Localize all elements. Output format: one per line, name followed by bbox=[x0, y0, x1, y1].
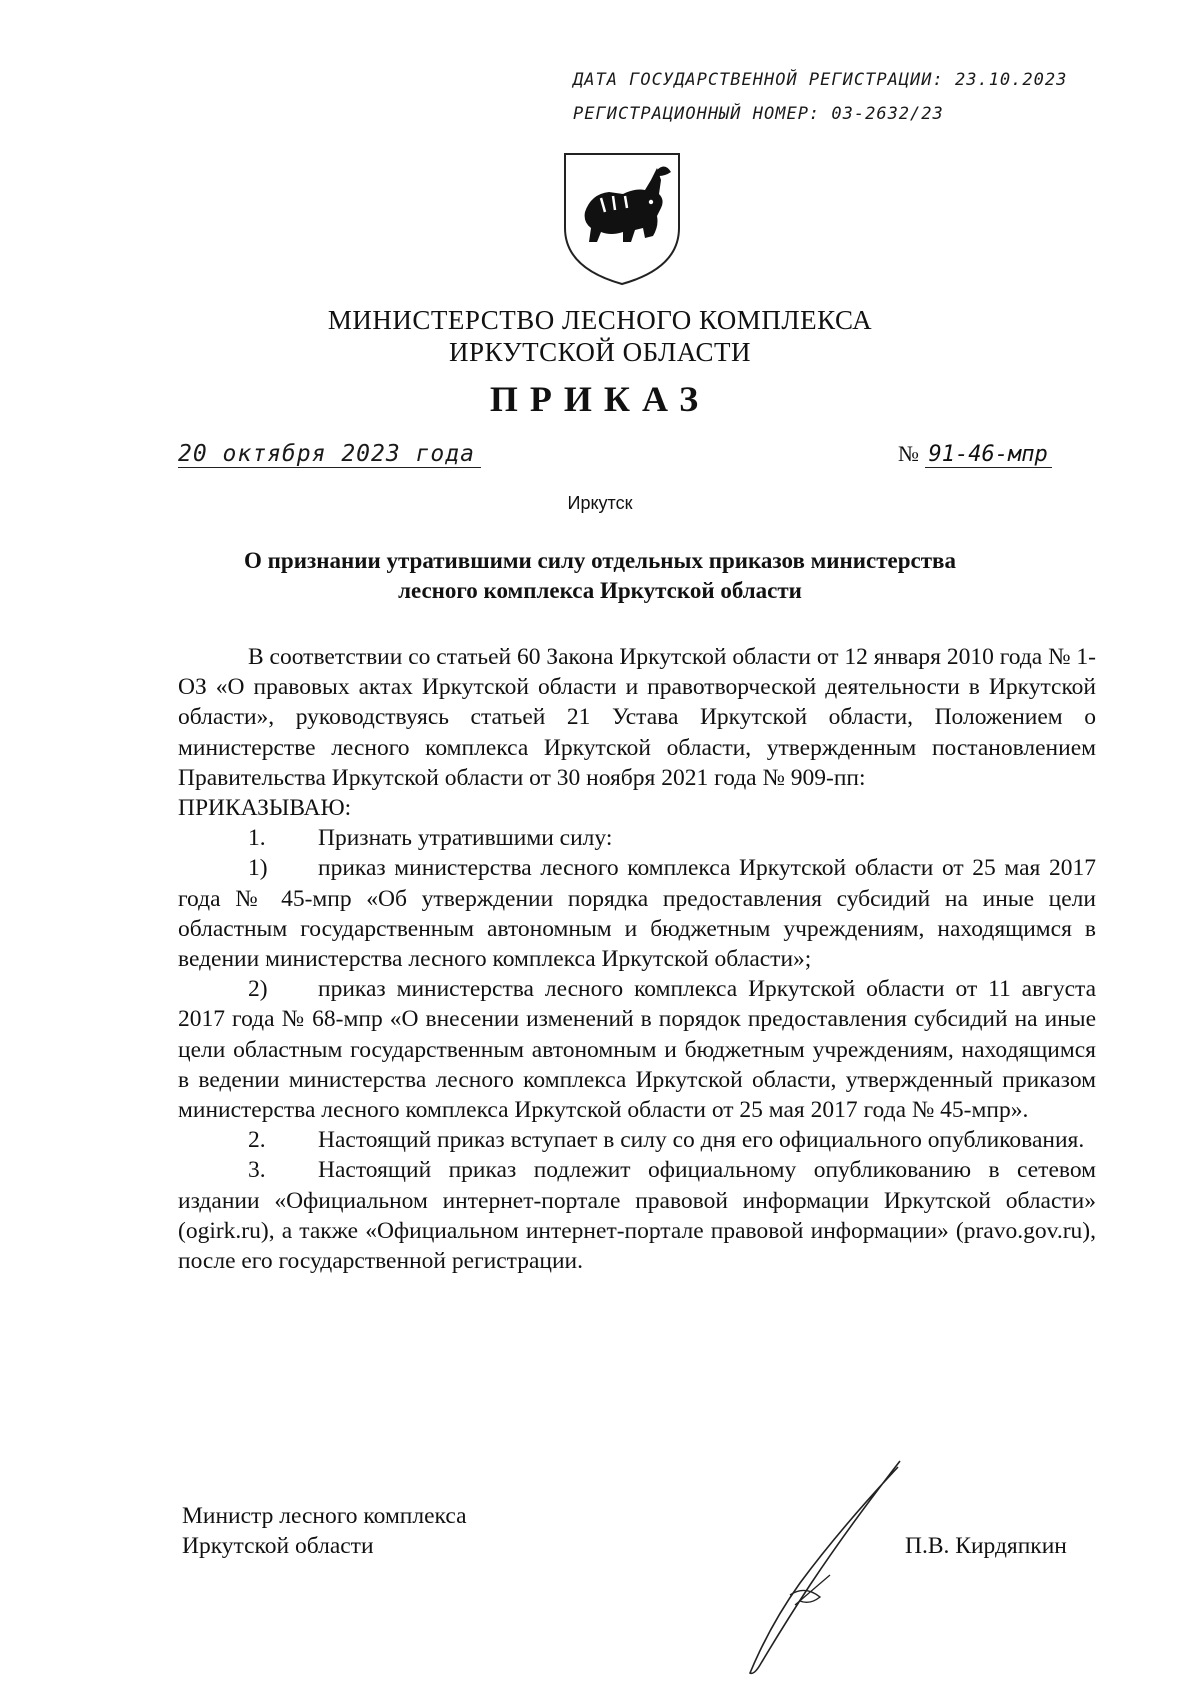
ministry-name-line1: МИНИСТЕРСТВО ЛЕСНОГО КОМПЛЕКСА bbox=[327, 305, 873, 335]
item-number: 2) bbox=[248, 976, 268, 1003]
item-number: 2. bbox=[248, 1127, 266, 1154]
item-number: 3. bbox=[248, 1157, 266, 1184]
number-sign: № bbox=[898, 441, 919, 466]
list-item bbox=[178, 823, 1096, 853]
signatory-name: П.В. Кирдяпкин bbox=[905, 1533, 1067, 1559]
signatory-position bbox=[182, 1501, 467, 1561]
signatory-position-line2: Иркутской области bbox=[182, 1533, 374, 1559]
item-text: приказ министерства лесного комплекса Иркутской области от 25 мая 2017 года № 45-мпр «Об утверждении порядка предоставления субсидий на иные цели областным государственным автономным и бюджетным учреждениям, находящимся в ведении министерства лесного комплекса Иркутской области»; bbox=[178, 855, 1096, 973]
item-number: 1) bbox=[248, 855, 268, 882]
subject-line2: лесного комплекса Иркутской области bbox=[398, 578, 802, 603]
irkutsk-coat-of-arms-icon bbox=[561, 150, 683, 288]
list-item bbox=[178, 853, 1096, 974]
order-number-block bbox=[898, 441, 1052, 467]
handwritten-signature bbox=[730, 1455, 910, 1680]
city: Иркутск bbox=[567, 493, 633, 513]
list-item bbox=[178, 1155, 1096, 1276]
item-text: Признать утратившими силу: bbox=[318, 825, 613, 852]
item-number: 1. bbox=[248, 825, 266, 852]
preamble-paragraph: В соответствии со статьей 60 Закона Иркутской области от 12 января 2010 года № 1-ОЗ «О правовых актах Иркутской области и правотворческой деятельности в Иркутской области», руководствуясь статьей 21 Устава Иркутской области, Положением о министерстве лесного комплекса Иркутской области, утвержденным постановлением Правительства Иркутской области от 30 ноября 2021 года № 909-пп: bbox=[178, 644, 1096, 791]
item-text: Настоящий приказ вступает в силу со дня его официального опубликования. bbox=[318, 1127, 1085, 1154]
signatory-position-line1: Министр лесного комплекса bbox=[182, 1503, 467, 1529]
item-text: Настоящий приказ подлежит официальному опубликованию в сетевом издании «Официальном интернет-портале правовой информации Иркутской области» (ogirk.ru), а также «Официальном интернет-портале правовой информации» (pravo.gov.ru), после его государственной регистрации. bbox=[178, 1157, 1096, 1275]
order-title: ПРИКАЗ bbox=[489, 379, 711, 419]
registration-date: ДАТА ГОСУДАРСТВЕННОЙ РЕГИСТРАЦИИ: 23.10.2023 bbox=[573, 70, 1068, 90]
ministry-name-line2: ИРКУТСКОЙ ОБЛАСТИ bbox=[449, 337, 751, 367]
subject-line1: О признании утратившими силу отдельных приказов министерства bbox=[244, 548, 956, 573]
order-body bbox=[178, 642, 1096, 1276]
item-text: приказ министерства лесного комплекса Иркутской области от 11 августа 2017 года № 68-мпр «О внесении изменений в порядок предоставления субсидий на иные цели областным государственным автономным и бюджетным учреждениям, находящимся в ведении министерства лесного комплекса Иркутской области, утвержденный приказом министерства лесного комплекса Иркутской области от 25 мая 2017 года № 45-мпр». bbox=[178, 976, 1096, 1124]
registration-number: РЕГИСТРАЦИОННЫЙ НОМЕР: 03-2632/23 bbox=[573, 104, 944, 124]
order-date: 20 октября 2023 года bbox=[178, 441, 481, 468]
order-number: 91-46-мпр bbox=[925, 442, 1052, 468]
list-item bbox=[178, 974, 1096, 1125]
order-word: ПРИКАЗЫВАЮ: bbox=[178, 795, 352, 822]
list-item bbox=[178, 1125, 1096, 1155]
